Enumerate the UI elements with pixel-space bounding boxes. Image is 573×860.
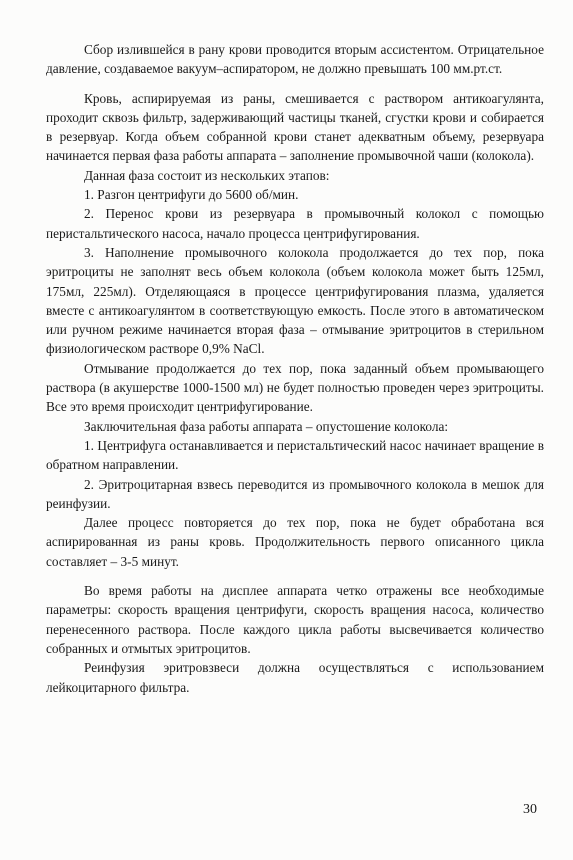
paragraph: Отмывание продолжается до тех пор, пока заданный объем промывающего раствора (в акушерстве 1000-1500 мл) не будет полностью проведен через эритроциты. Все это время происходит центрифугирование. bbox=[46, 360, 544, 415]
body-text bbox=[46, 40, 544, 697]
list-item: 2. Эритроцитарная взвесь переводится из промывочного колокола в мешок для реинфузии. bbox=[46, 476, 544, 511]
paragraph: Кровь, аспирируемая из раны, смешивается с раствором антикоагулянта, проходит сквозь фильтр, задерживающий частицы тканей, сгустки крови и собирается в резервуар. Когда объем собранной крови станет адекватным объему, резервуара начинается первая фаза работы аппарата – заполнение промывочной чаши (колокола). bbox=[46, 90, 544, 164]
paragraph: Во время работы на дисплее аппарата четко отражены все необходимые параметры: скорость вращения центрифуги, скорость вращения насоса, количество перенесенного раствора. После каждого цикла работы высвечивается количество собранных и отмытых эритроцитов. bbox=[46, 583, 544, 656]
paragraph: Далее процесс повторяется до тех пор, пока не будет обработана вся аспирированная из раны кровь. Продолжительность первого описанного цикла составляет – 3-5 минут. bbox=[46, 515, 544, 569]
paragraph: Сбор излившейся в рану крови проводится вторым ассистентом. Отрицательное давление, создаваемое вакуум–аспиратором, не должно превышать 100 мм.рт.ст. bbox=[46, 42, 544, 77]
list-item: 1. Разгон центрифуги до 5600 об/мин. bbox=[84, 187, 299, 203]
paragraph: Данная фаза состоит из нескольких этапов: bbox=[84, 167, 330, 183]
paragraph: Заключительная фаза работы аппарата – опустошение колокола: bbox=[84, 418, 449, 434]
paragraph: Реинфузия эритровзвеси должна осуществляться с использованием лейкоцитарного фильтра. bbox=[46, 660, 544, 695]
list-item: 3. Наполнение промывочного колокола продолжается до тех пор, пока эритроциты не заполнят весь объем колокола (объем колокола может быть 125мл, 175мл, 225мл). Отделяющаяся в процессе центрифугирования плазма, удаляется вместе с антикоагулянтом в соответствующую емкость. После этого в автоматическом или ручном режиме начинается вторая фаза – отмывание эритроцитов в стерильном физиологическом растворе 0,9% NaCl. bbox=[46, 244, 544, 357]
list-item: 1. Центрифуга останавливается и перистальтический насос начинает вращение в обратном направлении. bbox=[46, 437, 544, 473]
list-item: 2. Перенос крови из резервуара в промывочный колокол с помощью перистальтического насоса, начало процесса центрифугирования. bbox=[46, 206, 544, 241]
page-number: 30 bbox=[523, 802, 537, 817]
